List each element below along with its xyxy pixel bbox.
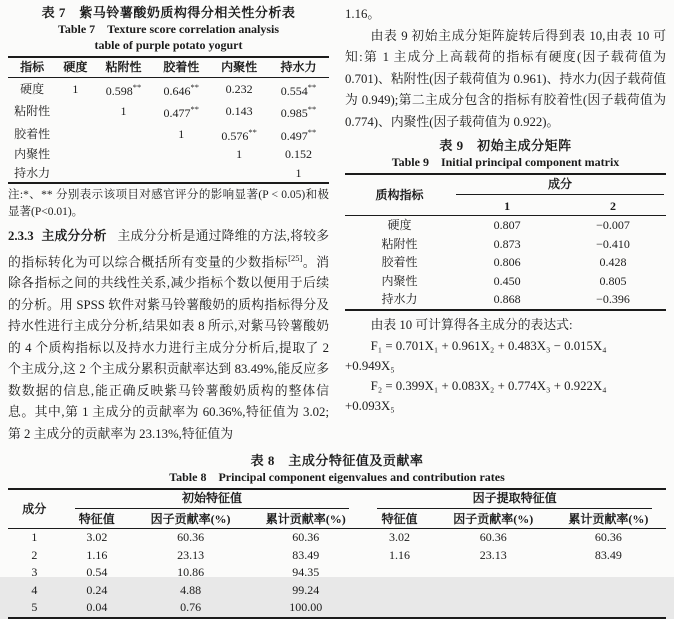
table-row	[345, 290, 666, 310]
significance-marker: **	[190, 81, 200, 92]
table9-title-cn: 表 9 初始主成分矩阵	[439, 138, 572, 153]
cell-value: 0.873	[493, 236, 521, 251]
rotation-paragraph: 由表 9 初始主成分矩阵旋转后得到表 10,由表 10 可知:第 1 主成分上高载荷的指标有硬度(因子载荷值为 0.701)、粘附性(因子载荷值为 0.961)、持水力(因子载荷值为 0.949);第二主成分包含的指标有胶着性(因子载荷值为 0.774)、内聚性(因子载荷值为 0.922)。	[345, 28, 666, 129]
cell-value	[436, 564, 551, 582]
column-header: 特征值	[61, 511, 133, 529]
significance-marker: **	[307, 126, 317, 137]
row-label: 4	[31, 582, 38, 597]
cell-value: 83.49	[594, 547, 622, 562]
row-label: 胶着性	[381, 255, 418, 269]
cell-value	[363, 599, 435, 618]
significance-marker: **	[132, 81, 142, 92]
significance-marker: **	[190, 104, 200, 114]
row-label: 1	[31, 530, 38, 545]
table-row	[8, 529, 666, 547]
section-number: 2.3.3	[8, 229, 34, 243]
column-header: 1	[454, 197, 560, 216]
cell-value	[56, 164, 95, 184]
cell-value: 0.868	[493, 292, 521, 306]
cell-value: 0.24	[86, 582, 108, 597]
column-header: 内聚性	[210, 57, 268, 77]
table9-body	[345, 216, 666, 310]
row-label: 持水力	[381, 292, 418, 306]
cell-value: 100.00	[289, 600, 323, 615]
cell-value: 83.49	[292, 547, 320, 562]
cell-value: 1	[236, 147, 243, 161]
column-header: 粘附性	[95, 57, 153, 77]
cell-value: 0.428	[599, 255, 627, 269]
table8-section	[8, 452, 666, 619]
cell-value: 0.805	[599, 273, 627, 288]
table7-title-cn: 表 7 紫马铃薯酸奶质构得分相关性分析表	[41, 5, 296, 20]
row-label: 内聚性	[381, 273, 418, 288]
column-header: 指标	[8, 57, 56, 77]
cell-value	[436, 582, 551, 600]
right-column	[345, 4, 666, 445]
cell-value: 0.985**	[280, 104, 317, 120]
cell-value	[95, 164, 153, 184]
section-paragraph	[8, 226, 329, 445]
expression-intro-paragraph: 由表 10 可计算得各主成分的表达式:	[370, 317, 573, 332]
row-label: 2	[31, 547, 38, 562]
cell-value: 1	[295, 165, 302, 180]
significance-marker: **	[248, 126, 257, 137]
table8-group1-header	[61, 489, 364, 511]
significance-marker: **	[307, 104, 317, 114]
formula-f2	[345, 376, 666, 416]
carryover-line: 1.16。	[345, 7, 381, 21]
formula-f2-line2: +0.093X₅	[345, 399, 395, 413]
table-row	[8, 123, 329, 146]
table9-group-row	[345, 174, 666, 197]
section-heading: 主成分分析	[41, 229, 107, 243]
table7-footnote: 注:*、** 分别表示该项目对感官评分的影响显著(P < 0.05)和极显著(P<0.01)。	[8, 189, 329, 218]
table8-subheader-row	[8, 511, 666, 529]
cell-value: 23.13	[177, 547, 205, 562]
cell-value	[95, 145, 153, 164]
cell-value: 1	[178, 126, 185, 141]
table-row	[8, 547, 666, 565]
cell-value: 0.232	[225, 81, 253, 96]
cell-value: 23.13	[479, 547, 507, 562]
table8-body	[8, 529, 666, 618]
formula-f2-line1: F₂ = 0.399X₁ + 0.083X₂ + 0.774X₃ + 0.922X₄	[370, 379, 607, 393]
column-header: 2	[560, 197, 666, 216]
column-header: 因子贡献率(%)	[436, 511, 551, 529]
table9-group-label: 成分	[456, 177, 664, 195]
cell-value	[95, 123, 153, 146]
table8-group2-label: 因子提取特征值	[377, 492, 652, 509]
cell-value: 3.02	[86, 530, 108, 545]
table-row	[345, 253, 666, 272]
left-column	[8, 4, 329, 445]
cell-value: 0.54	[86, 565, 108, 580]
formula-f1-line2: +0.949X₅	[345, 359, 395, 373]
row-label: 硬度	[387, 218, 412, 232]
cell-value	[436, 599, 551, 618]
section-body-text-after-ref: 。消除各指标之间的共线性关系,减少指标个数以便用于后续的分析。用 SPSS 软件对紫马铃薯酸奶的质构指标得分及持水性进行主成分分析,结果如表 8 所示,对紫马铃薯酸奶的 4 个质构指标以及持水力进行主成分分析后,提取了 2 个主成分,这 2 个主成分累积贡献率达到 83.49%,能反应多数数据的信息,能正确反映紫马铃薯酸奶质构的整体信息。其中,第 1 主成分的贡献率为 60.36%,特征值为 3.02;第 2 主成分的贡献率为 23.13%,特征值为	[8, 254, 330, 441]
table-row	[345, 272, 666, 291]
table-row	[345, 235, 666, 254]
column-header: 硬度	[56, 57, 95, 77]
table7-correlation-table	[8, 56, 329, 184]
cell-value	[551, 582, 666, 600]
table9-indicator-header: 质构指标	[345, 174, 454, 216]
column-header: 特征值	[363, 511, 435, 529]
cell-value: 0.576**	[221, 126, 257, 143]
cell-value: 99.24	[292, 582, 320, 597]
row-label: 胶着性	[14, 126, 51, 141]
row-label: 内聚性	[14, 147, 51, 161]
cell-value: 1.16	[388, 547, 410, 562]
cell-value: 94.35	[292, 565, 320, 580]
row-label: 3	[31, 565, 38, 580]
cell-value	[210, 164, 268, 184]
table8-group2-header	[363, 489, 666, 511]
row-label: 硬度	[20, 81, 45, 96]
cell-value: 1	[120, 104, 127, 118]
cell-value: 10.86	[177, 565, 205, 580]
cell-value: −0.007	[596, 218, 630, 232]
cell-value	[152, 145, 210, 164]
cell-value: 0.143	[225, 104, 253, 118]
cell-value: 0.152	[284, 147, 312, 161]
table8-group1-label: 初始特征值	[75, 492, 350, 509]
cell-value: 3.02	[388, 530, 410, 545]
table7-title-en-line2: table of purple potato yogurt	[94, 38, 243, 52]
cell-value	[152, 164, 210, 184]
cell-value	[551, 599, 666, 618]
cell-value: −0.410	[596, 236, 630, 251]
column-header: 持水力	[268, 57, 329, 77]
cell-value: 0.807	[493, 218, 521, 232]
cell-value	[56, 123, 95, 146]
table7-header-row	[8, 57, 329, 77]
cell-value	[363, 564, 435, 582]
table9-group-header	[454, 174, 666, 197]
row-label: 粘附性	[381, 236, 418, 251]
column-header: 胶着性	[152, 57, 210, 77]
cell-value: 0.04	[86, 600, 108, 615]
citation-ref: [25]	[288, 252, 303, 263]
table7-body	[8, 77, 329, 183]
cell-value: 1.16	[86, 547, 108, 562]
table-row	[8, 564, 666, 582]
table-row	[345, 216, 666, 235]
cell-value: 0.554**	[280, 81, 317, 98]
column-header: 因子贡献率(%)	[133, 511, 248, 529]
formula-f1-line1: F₁ = 0.701X₁ + 0.961X₂ + 0.483X₃ − 0.015X₄	[370, 339, 607, 353]
cell-value: 1	[72, 81, 79, 96]
significance-marker: **	[307, 81, 317, 92]
table8-title-cn: 表 8 主成分特征值及贡献率	[250, 453, 424, 469]
cell-value: 0.806	[493, 255, 521, 269]
table8-component-header: 成分	[8, 489, 61, 529]
table-row	[8, 599, 666, 618]
table8-eigenvalues-table	[8, 488, 666, 619]
table-row	[8, 145, 329, 164]
cell-value: 0.598**	[105, 81, 142, 98]
table8-title-en: Table 8 Principal component eigenvalues and contribution rates	[169, 470, 505, 485]
cell-value	[56, 145, 95, 164]
cell-value: 60.36	[177, 530, 205, 545]
table-row	[8, 164, 329, 184]
cell-value: 0.497**	[280, 126, 317, 143]
column-header: 累计贡献率(%)	[551, 511, 666, 529]
table-row	[8, 100, 329, 123]
cell-value: 0.76	[180, 600, 202, 615]
table-row	[8, 582, 666, 600]
table9-component-matrix	[345, 173, 666, 311]
row-label: 5	[31, 600, 38, 615]
cell-value: 0.450	[493, 273, 521, 288]
cell-value: 0.646**	[163, 81, 200, 98]
table9-title-en: Table 9 Initial principal component matrix	[391, 155, 620, 169]
column-header: 累计贡献率(%)	[248, 511, 363, 529]
cell-value	[56, 100, 95, 123]
cell-value: 60.36	[479, 530, 507, 545]
cell-value: 0.477**	[163, 104, 200, 120]
table-row	[8, 77, 329, 100]
cell-value	[363, 582, 435, 600]
row-label: 粘附性	[14, 104, 51, 118]
formula-f1	[345, 336, 666, 376]
table8-group-row	[8, 489, 666, 511]
cell-value: 60.36	[292, 530, 320, 545]
two-column-layout	[8, 4, 666, 445]
row-label: 持水力	[14, 165, 51, 180]
cell-value: −0.396	[596, 292, 630, 306]
cell-value: 4.88	[180, 582, 202, 597]
cell-value: 60.36	[594, 530, 622, 545]
section-body-text-before-ref: 主成分分析是通过降维的方法,将较多的指标转化为可以综合概括所有变量的少数指标	[8, 229, 329, 269]
cell-value	[551, 564, 666, 582]
table7-title-en-line1: Table 7 Texture score correlation analysis	[57, 22, 280, 36]
